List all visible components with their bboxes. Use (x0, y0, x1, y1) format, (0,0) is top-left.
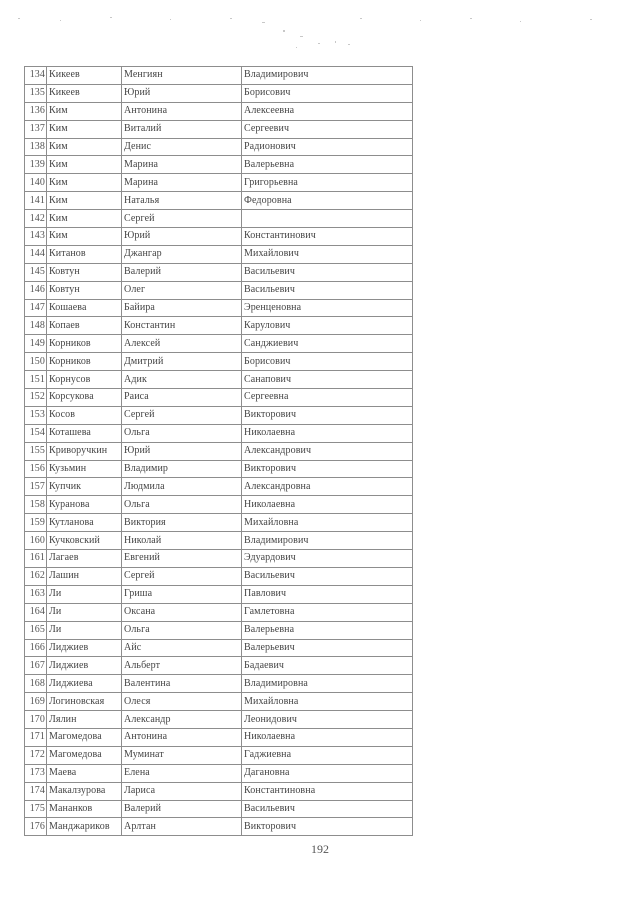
first-name-cell: Людмила (122, 478, 242, 496)
last-name-cell: Макалзурова (47, 782, 122, 800)
row-number: 141 (25, 192, 47, 210)
row-number: 143 (25, 228, 47, 246)
row-number: 138 (25, 138, 47, 156)
patronymic-cell: Николаевна (242, 424, 413, 442)
first-name-cell: Адик (122, 371, 242, 389)
last-name-cell: Ким (47, 102, 122, 120)
patronymic-cell: Леонидович (242, 711, 413, 729)
row-number: 153 (25, 406, 47, 424)
table-row (25, 389, 413, 407)
row-number: 155 (25, 442, 47, 460)
last-name-cell: Ким (47, 210, 122, 228)
row-number: 166 (25, 639, 47, 657)
patronymic-cell: Михайловна (242, 693, 413, 711)
row-number: 168 (25, 675, 47, 693)
first-name-cell: Денис (122, 138, 242, 156)
row-number: 174 (25, 782, 47, 800)
last-name-cell: Лагаев (47, 550, 122, 568)
first-name-cell: Евгений (122, 550, 242, 568)
patronymic-cell: Эдуардович (242, 550, 413, 568)
table-row (25, 567, 413, 585)
table-row (25, 281, 413, 299)
table-row (25, 728, 413, 746)
patronymic-cell: Николаевна (242, 728, 413, 746)
last-name-cell: Корсукова (47, 389, 122, 407)
patronymic-cell: Владимирович (242, 532, 413, 550)
scan-noise (0, 0, 640, 60)
page-number: 192 (311, 842, 329, 856)
last-name-cell: Купчик (47, 478, 122, 496)
first-name-cell: Айс (122, 639, 242, 657)
last-name-cell: Мананков (47, 800, 122, 818)
patronymic-cell: Гаджиевна (242, 746, 413, 764)
table-row (25, 585, 413, 603)
patronymic-cell: Борисович (242, 353, 413, 371)
first-name-cell: Николай (122, 532, 242, 550)
patronymic-cell: Михайловна (242, 514, 413, 532)
patronymic-cell: Васильевич (242, 281, 413, 299)
first-name-cell: Валентина (122, 675, 242, 693)
last-name-cell: Ким (47, 228, 122, 246)
last-name-cell: Коташева (47, 424, 122, 442)
last-name-cell: Ковтун (47, 263, 122, 281)
patronymic-cell: Гамлетовна (242, 603, 413, 621)
table-row (25, 67, 413, 85)
table-row (25, 156, 413, 174)
row-number: 139 (25, 156, 47, 174)
first-name-cell: Сергей (122, 406, 242, 424)
last-name-cell: Кикеев (47, 67, 122, 85)
table-row (25, 460, 413, 478)
table-row (25, 514, 413, 532)
first-name-cell: Валерий (122, 263, 242, 281)
row-number: 151 (25, 371, 47, 389)
table-row (25, 711, 413, 729)
table-row (25, 442, 413, 460)
first-name-cell: Ольга (122, 424, 242, 442)
last-name-cell: Лялин (47, 711, 122, 729)
patronymic-cell: Валерьевна (242, 156, 413, 174)
patronymic-cell: Александровна (242, 478, 413, 496)
first-name-cell: Владимир (122, 460, 242, 478)
patronymic-cell: Карулович (242, 317, 413, 335)
table-row (25, 621, 413, 639)
first-name-cell: Муминат (122, 746, 242, 764)
first-name-cell: Сергей (122, 567, 242, 585)
first-name-cell: Раиса (122, 389, 242, 407)
row-number: 136 (25, 102, 47, 120)
last-name-cell: Кузьмин (47, 460, 122, 478)
first-name-cell: Константин (122, 317, 242, 335)
first-name-cell: Ольга (122, 496, 242, 514)
patronymic-cell: Борисович (242, 84, 413, 102)
table-row (25, 192, 413, 210)
first-name-cell: Джангар (122, 245, 242, 263)
row-number: 154 (25, 424, 47, 442)
table-row (25, 120, 413, 138)
last-name-cell: Ким (47, 174, 122, 192)
table-row (25, 639, 413, 657)
row-number: 171 (25, 728, 47, 746)
last-name-cell: Китанов (47, 245, 122, 263)
patronymic-cell: Константиновна (242, 782, 413, 800)
row-number: 172 (25, 746, 47, 764)
last-name-cell: Манджариков (47, 818, 122, 836)
last-name-cell: Кошаева (47, 299, 122, 317)
last-name-cell: Корников (47, 335, 122, 353)
table-row (25, 335, 413, 353)
first-name-cell: Антонина (122, 728, 242, 746)
table-row (25, 317, 413, 335)
patronymic-cell: Александрович (242, 442, 413, 460)
row-number: 142 (25, 210, 47, 228)
first-name-cell: Олеся (122, 693, 242, 711)
first-name-cell: Олег (122, 281, 242, 299)
table-row (25, 818, 413, 836)
patronymic-cell: Сергеевич (242, 120, 413, 138)
patronymic-cell: Викторович (242, 406, 413, 424)
table-row (25, 603, 413, 621)
patronymic-cell: Радионович (242, 138, 413, 156)
last-name-cell: Кучковский (47, 532, 122, 550)
last-name-cell: Куранова (47, 496, 122, 514)
table-row (25, 550, 413, 568)
last-name-cell: Ли (47, 603, 122, 621)
first-name-cell: Виталий (122, 120, 242, 138)
last-name-cell: Лиджиев (47, 657, 122, 675)
last-name-cell: Магомедова (47, 746, 122, 764)
table-row (25, 228, 413, 246)
names-table-body (25, 67, 413, 836)
table-row (25, 371, 413, 389)
first-name-cell: Валерий (122, 800, 242, 818)
first-name-cell: Байира (122, 299, 242, 317)
patronymic-cell: Валерьевна (242, 621, 413, 639)
row-number: 156 (25, 460, 47, 478)
first-name-cell: Лариса (122, 782, 242, 800)
row-number: 164 (25, 603, 47, 621)
patronymic-cell: Васильевич (242, 263, 413, 281)
row-number: 147 (25, 299, 47, 317)
patronymic-cell: Владимирович (242, 67, 413, 85)
table-row (25, 84, 413, 102)
row-number: 134 (25, 67, 47, 85)
patronymic-cell: Васильевич (242, 800, 413, 818)
table-row (25, 764, 413, 782)
last-name-cell: Лиджиева (47, 675, 122, 693)
last-name-cell: Лиджиев (47, 639, 122, 657)
table-row (25, 210, 413, 228)
first-name-cell: Юрий (122, 442, 242, 460)
first-name-cell: Александр (122, 711, 242, 729)
last-name-cell: Ким (47, 120, 122, 138)
patronymic-cell: Федоровна (242, 192, 413, 210)
first-name-cell: Оксана (122, 603, 242, 621)
row-number: 169 (25, 693, 47, 711)
table-row (25, 406, 413, 424)
names-table-container (24, 66, 412, 836)
last-name-cell: Косов (47, 406, 122, 424)
first-name-cell: Юрий (122, 84, 242, 102)
patronymic-cell: Эренценовна (242, 299, 413, 317)
last-name-cell: Корнусов (47, 371, 122, 389)
last-name-cell: Кикеев (47, 84, 122, 102)
table-row (25, 245, 413, 263)
table-row (25, 496, 413, 514)
first-name-cell: Елена (122, 764, 242, 782)
patronymic-cell: Санджиевич (242, 335, 413, 353)
row-number: 160 (25, 532, 47, 550)
row-number: 173 (25, 764, 47, 782)
row-number: 144 (25, 245, 47, 263)
patronymic-cell: Викторович (242, 818, 413, 836)
patronymic-cell: Михайлович (242, 245, 413, 263)
table-row (25, 657, 413, 675)
first-name-cell: Альберт (122, 657, 242, 675)
row-number: 165 (25, 621, 47, 639)
patronymic-cell: Валерьевич (242, 639, 413, 657)
row-number: 163 (25, 585, 47, 603)
patronymic-cell: Сергеевна (242, 389, 413, 407)
last-name-cell: Магомедова (47, 728, 122, 746)
last-name-cell: Копаев (47, 317, 122, 335)
first-name-cell: Марина (122, 156, 242, 174)
first-name-cell: Наталья (122, 192, 242, 210)
table-row (25, 478, 413, 496)
last-name-cell: Ким (47, 138, 122, 156)
row-number: 149 (25, 335, 47, 353)
patronymic-cell: Павлович (242, 585, 413, 603)
row-number: 145 (25, 263, 47, 281)
table-row (25, 353, 413, 371)
names-table (24, 66, 413, 836)
patronymic-cell: Санапович (242, 371, 413, 389)
first-name-cell: Ольга (122, 621, 242, 639)
patronymic-cell (242, 210, 413, 228)
row-number: 152 (25, 389, 47, 407)
last-name-cell: Ковтун (47, 281, 122, 299)
last-name-cell: Лашин (47, 567, 122, 585)
last-name-cell: Ким (47, 156, 122, 174)
patronymic-cell: Григорьевна (242, 174, 413, 192)
row-number: 161 (25, 550, 47, 568)
patronymic-cell: Викторович (242, 460, 413, 478)
patronymic-cell: Владимировна (242, 675, 413, 693)
last-name-cell: Ким (47, 192, 122, 210)
first-name-cell: Сергей (122, 210, 242, 228)
row-number: 135 (25, 84, 47, 102)
row-number: 137 (25, 120, 47, 138)
table-row (25, 138, 413, 156)
patronymic-cell: Алексеевна (242, 102, 413, 120)
row-number: 162 (25, 567, 47, 585)
first-name-cell: Виктория (122, 514, 242, 532)
patronymic-cell: Васильевич (242, 567, 413, 585)
table-row (25, 800, 413, 818)
row-number: 150 (25, 353, 47, 371)
row-number: 159 (25, 514, 47, 532)
first-name-cell: Марина (122, 174, 242, 192)
row-number: 148 (25, 317, 47, 335)
patronymic-cell: Дагановна (242, 764, 413, 782)
last-name-cell: Ли (47, 621, 122, 639)
last-name-cell: Логиновская (47, 693, 122, 711)
table-row (25, 424, 413, 442)
table-row (25, 263, 413, 281)
patronymic-cell: Константинович (242, 228, 413, 246)
row-number: 175 (25, 800, 47, 818)
table-row (25, 746, 413, 764)
row-number: 170 (25, 711, 47, 729)
last-name-cell: Криворучкин (47, 442, 122, 460)
row-number: 176 (25, 818, 47, 836)
table-row (25, 532, 413, 550)
first-name-cell: Арлтан (122, 818, 242, 836)
table-row (25, 299, 413, 317)
row-number: 140 (25, 174, 47, 192)
row-number: 158 (25, 496, 47, 514)
last-name-cell: Кутланова (47, 514, 122, 532)
first-name-cell: Гриша (122, 585, 242, 603)
first-name-cell: Дмитрий (122, 353, 242, 371)
patronymic-cell: Бадаевич (242, 657, 413, 675)
table-row (25, 174, 413, 192)
first-name-cell: Алексей (122, 335, 242, 353)
first-name-cell: Менгиян (122, 67, 242, 85)
table-row (25, 782, 413, 800)
row-number: 167 (25, 657, 47, 675)
table-row (25, 102, 413, 120)
patronymic-cell: Николаевна (242, 496, 413, 514)
last-name-cell: Маева (47, 764, 122, 782)
row-number: 157 (25, 478, 47, 496)
first-name-cell: Юрий (122, 228, 242, 246)
row-number: 146 (25, 281, 47, 299)
last-name-cell: Ли (47, 585, 122, 603)
last-name-cell: Корников (47, 353, 122, 371)
table-row (25, 675, 413, 693)
table-row (25, 693, 413, 711)
first-name-cell: Антонина (122, 102, 242, 120)
